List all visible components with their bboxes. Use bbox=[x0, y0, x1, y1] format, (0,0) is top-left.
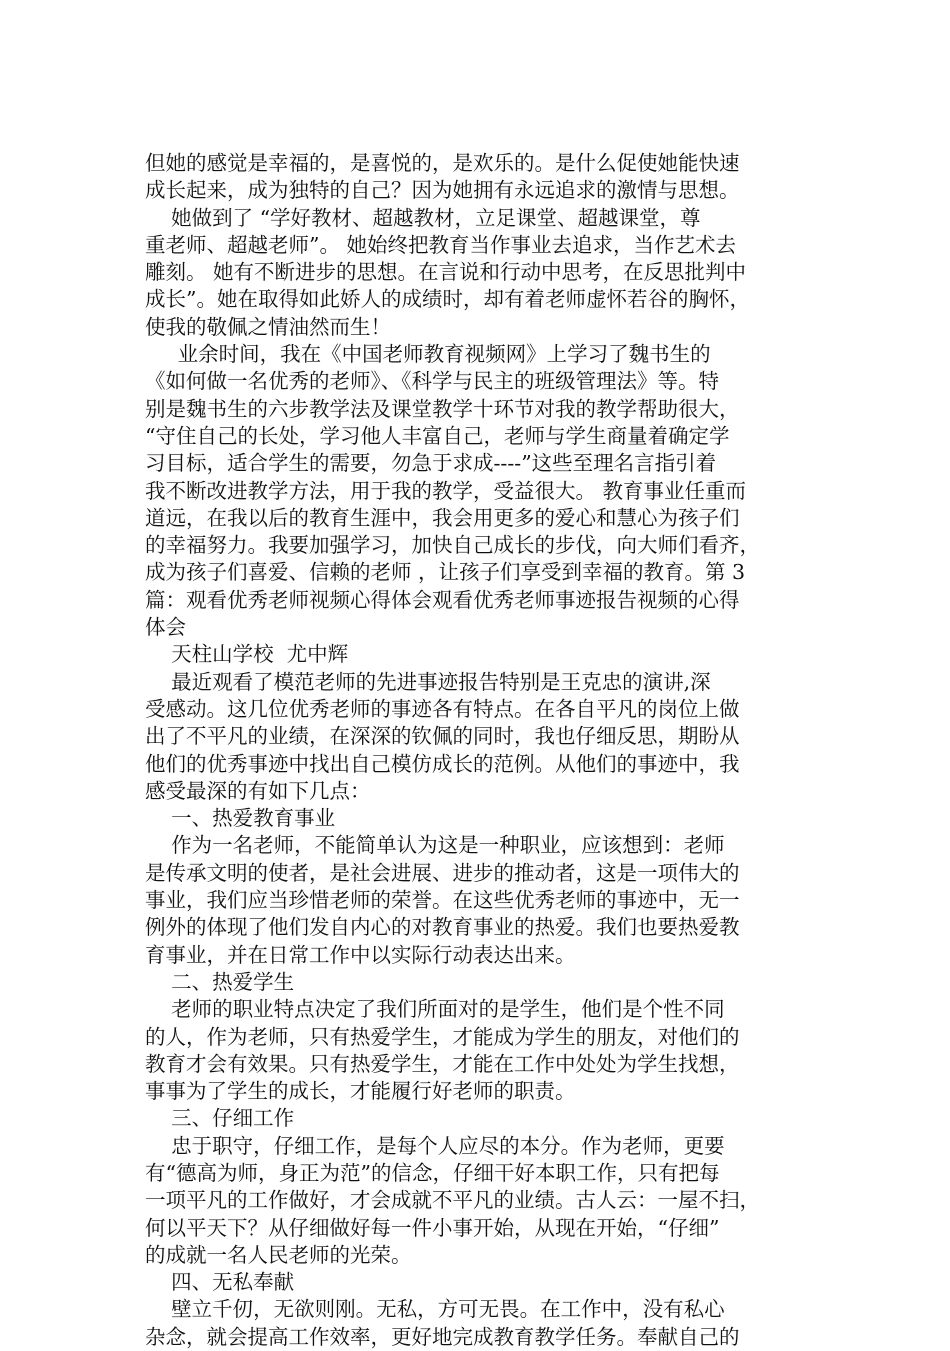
text-line: 他们的优秀事迹中找出自己模仿成长的范例。从他们的事迹中，我 bbox=[145, 751, 740, 776]
text-line: 她做到了 “学好教材、超越教材，立足课堂、超越课堂，尊 bbox=[145, 205, 701, 230]
text-line: 例外的体现了他们发自内心的对教育事业的热爱。我们也要热爱教 bbox=[145, 915, 740, 940]
text-line: 《如何做一名优秀的老师》、《科学与民主的班级管理法》等。特 bbox=[145, 369, 719, 394]
text-line: 事事为了学生的成长，才能履行好老师的职责。 bbox=[145, 1079, 576, 1104]
text-line: 是传承文明的使者，是社会进展、进步的推动者，这是一项伟大的 bbox=[145, 860, 740, 885]
text-line: 道远，在我以后的教育生涯中，我会用更多的爱心和慧心为孩子们 bbox=[145, 505, 740, 530]
text-line: 但她的感觉是幸福的，是喜悦的，是欢乐的。是什么促使她能快速 bbox=[145, 151, 740, 175]
text-line: 有“德高为师，身正为范”的信念，仔细干好本职工作，只有把每 bbox=[145, 1160, 720, 1185]
text-line: 体会 bbox=[145, 615, 186, 640]
text-line: 习目标，适合学生的需要，勿急于求成----”这些至理名言指引着 bbox=[145, 451, 717, 476]
text-line: 最近观看了模范老师的先进事迹报告特别是王克忠的演讲,深 bbox=[145, 669, 711, 694]
text-line: 使我的敬佩之情油然而生！ bbox=[145, 314, 391, 339]
text-line: 雕刻。 她有不断进步的思想。在言说和行动中思考，在反思批判中 bbox=[145, 260, 747, 285]
text-line: 篇：观看优秀老师视频心得体会观看优秀老师事迹报告视频的心得 bbox=[145, 587, 740, 612]
text-line: 别是魏书生的六步教学法及课堂教学十环节对我的教学帮助很大， bbox=[145, 396, 740, 421]
text-line: 的成就一名人民老师的光荣。 bbox=[145, 1242, 412, 1267]
section-heading: 一、热爱教育事业 bbox=[145, 806, 336, 831]
text-line: 天柱山学校 尤中辉 bbox=[145, 642, 349, 667]
text-line: 受感动。这几位优秀老师的事迹各有特点。在各自平凡的岗位上做 bbox=[145, 696, 740, 721]
text-line: “守住自己的长处，学习他人丰富自己，老师与学生商量着确定学 bbox=[145, 423, 730, 448]
text-line: 成长起来，成为独特的自己？因为她拥有永远追求的激情与思想。 bbox=[145, 178, 740, 203]
text-line: 的人，作为老师，只有热爱学生，才能成为学生的朋友，对他们的 bbox=[145, 1024, 740, 1049]
text-line: 我不断改进教学方法，用于我的教学，受益很大。 教育事业任重而 bbox=[145, 478, 747, 503]
section-heading: 二、热爱学生 bbox=[145, 969, 295, 994]
document-body bbox=[145, 150, 825, 1351]
text-line: 一项平凡的工作做好，才会成就不平凡的业绩。古人云：一屋不扫， bbox=[145, 1188, 760, 1213]
text-line: 业余时间，我在《中国老师教育视频网》上学习了魏书生的 bbox=[145, 342, 711, 367]
text-line: 作为一名老师，不能简单认为这是一种职业，应该想到：老师 bbox=[145, 833, 725, 858]
text-line: 杂念，就会提高工作效率，更好地完成教育教学任务。奉献自己的 bbox=[145, 1324, 740, 1349]
text-line: 老师的职业特点决定了我们所面对的是学生，他们是个性不同 bbox=[145, 997, 725, 1022]
text-line: 重老师、超越老师”。 她始终把教育当作事业去追求，当作艺术去 bbox=[145, 232, 736, 257]
text-line: 何以平天下？从仔细做好每一件小事开始，从现在开始，“仔细” bbox=[145, 1215, 720, 1240]
text-line: 感受最深的有如下几点： bbox=[145, 778, 371, 803]
section-heading: 三、仔细工作 bbox=[145, 1106, 295, 1131]
text-line: 事业，我们应当珍惜老师的荣誉。在这些优秀老师的事迹中，无一 bbox=[145, 888, 740, 913]
text-line: 成长”。她在取得如此娇人的成绩时，却有着老师虚怀若谷的胸怀， bbox=[145, 287, 750, 312]
text-line: 出了不平凡的业绩，在深深的钦佩的同时，我也仔细反思，期盼从 bbox=[145, 724, 740, 749]
section-heading: 四、无私奉献 bbox=[145, 1270, 295, 1295]
text-line: 育事业，并在日常工作中以实际行动表达出来。 bbox=[145, 942, 576, 967]
text-line: 的幸福努力。我要加强学习，加快自己成长的步伐，向大师们看齐， bbox=[145, 533, 760, 558]
text-line: 忠于职守，仔细工作，是每个人应尽的本分。作为老师，更要 bbox=[145, 1133, 725, 1158]
text-line: 壁立千仞，无欲则刚。无私，方可无畏。在工作中，没有私心 bbox=[145, 1297, 725, 1322]
text-line: 教育才会有效果。只有热爱学生，才能在工作中处处为学生找想， bbox=[145, 1051, 740, 1076]
text-line: 成为孩子们喜爱、信赖的老师 ，让孩子们享受到幸福的教育。第 3 bbox=[145, 560, 746, 585]
